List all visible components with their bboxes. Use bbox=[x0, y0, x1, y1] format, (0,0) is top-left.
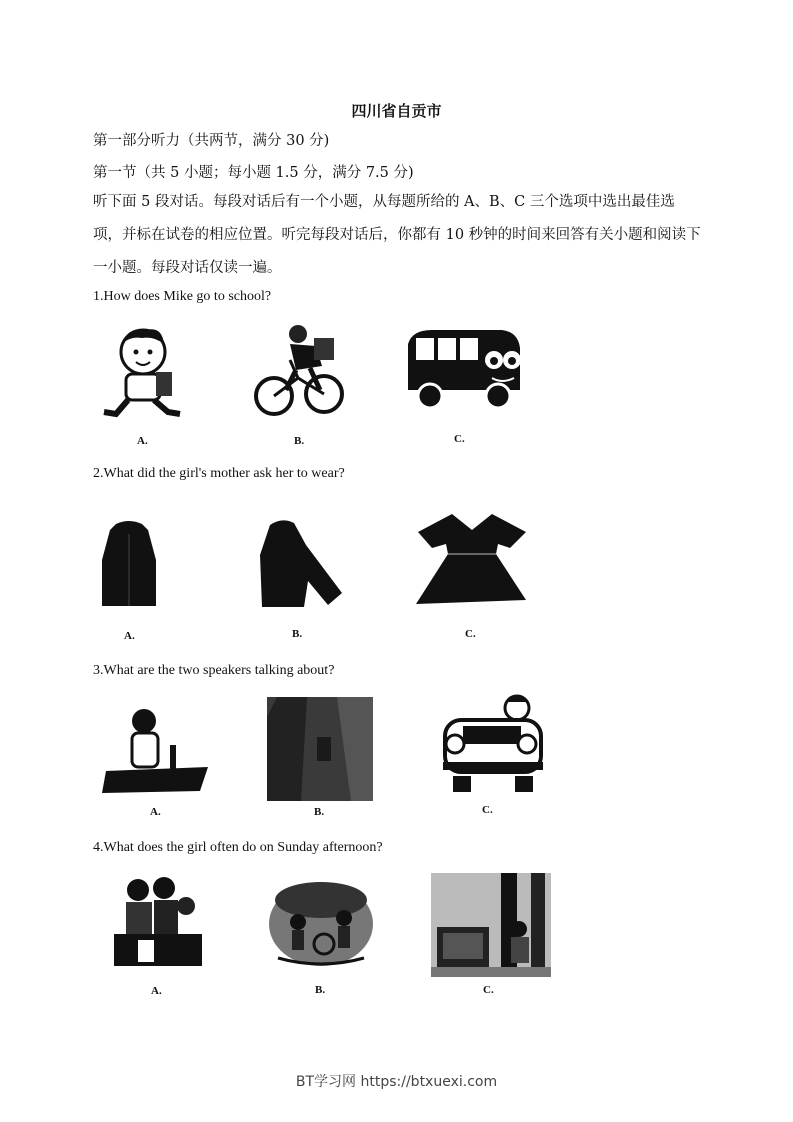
option-c-label: C. bbox=[483, 984, 494, 996]
option-b-label: B. bbox=[292, 628, 303, 640]
option-c-label: C. bbox=[465, 628, 476, 640]
dark-photo-image bbox=[267, 697, 373, 801]
coat-image bbox=[98, 520, 160, 612]
walking-boy-image bbox=[98, 320, 188, 420]
sweater-image bbox=[256, 515, 348, 611]
option-a-label: A. bbox=[137, 435, 148, 447]
bus-image bbox=[402, 324, 524, 412]
option-a-label: A. bbox=[150, 806, 161, 818]
question-3: 3.What are the two speakers talking about? bbox=[93, 663, 335, 678]
watching-tv-image bbox=[431, 873, 551, 977]
option-b-label: B. bbox=[315, 984, 326, 996]
option-a-label: A. bbox=[151, 985, 162, 997]
section-heading: 第一部分听力（共两节，满分 30 分) bbox=[93, 133, 330, 149]
subsection-heading: 第一节（共 5 小题；每小题 1.5 分，满分 7.5 分) bbox=[93, 165, 414, 181]
option-b-label: B. bbox=[294, 435, 305, 447]
question-1: 1.How does Mike go to school? bbox=[93, 289, 272, 304]
playing-outdoors-image bbox=[268, 878, 374, 970]
option-a-label: A. bbox=[124, 630, 135, 642]
instructions: 听下面 5 段对话。每段对话后有一个小题，从每题所给的 A、B、C 三个选项中选出最佳选项，并标在试卷的相应位置。听完每段对话后，你都有 10 秒钟的时间来回答有关小题和阅读下一小题。每段对话仅读一遍。 bbox=[93, 194, 701, 276]
cyclist-image bbox=[250, 320, 345, 420]
car-driver-image bbox=[437, 690, 547, 800]
picnic-image bbox=[100, 705, 214, 797]
question-4: 4.What does the girl often do on Sunday afternoon? bbox=[93, 840, 383, 855]
dress-image bbox=[412, 510, 530, 610]
option-b-label: B. bbox=[314, 806, 325, 818]
family-on-sofa-image bbox=[108, 876, 208, 974]
option-c-label: C. bbox=[482, 804, 493, 816]
question-2: 2.What did the girl's mother ask her to wear? bbox=[93, 466, 345, 481]
footer-watermark: BT学习网 https://btxuexi.com bbox=[295, 1074, 498, 1090]
option-c-label: C. bbox=[454, 433, 465, 445]
page-title: 四川省自贡市 bbox=[351, 102, 442, 120]
